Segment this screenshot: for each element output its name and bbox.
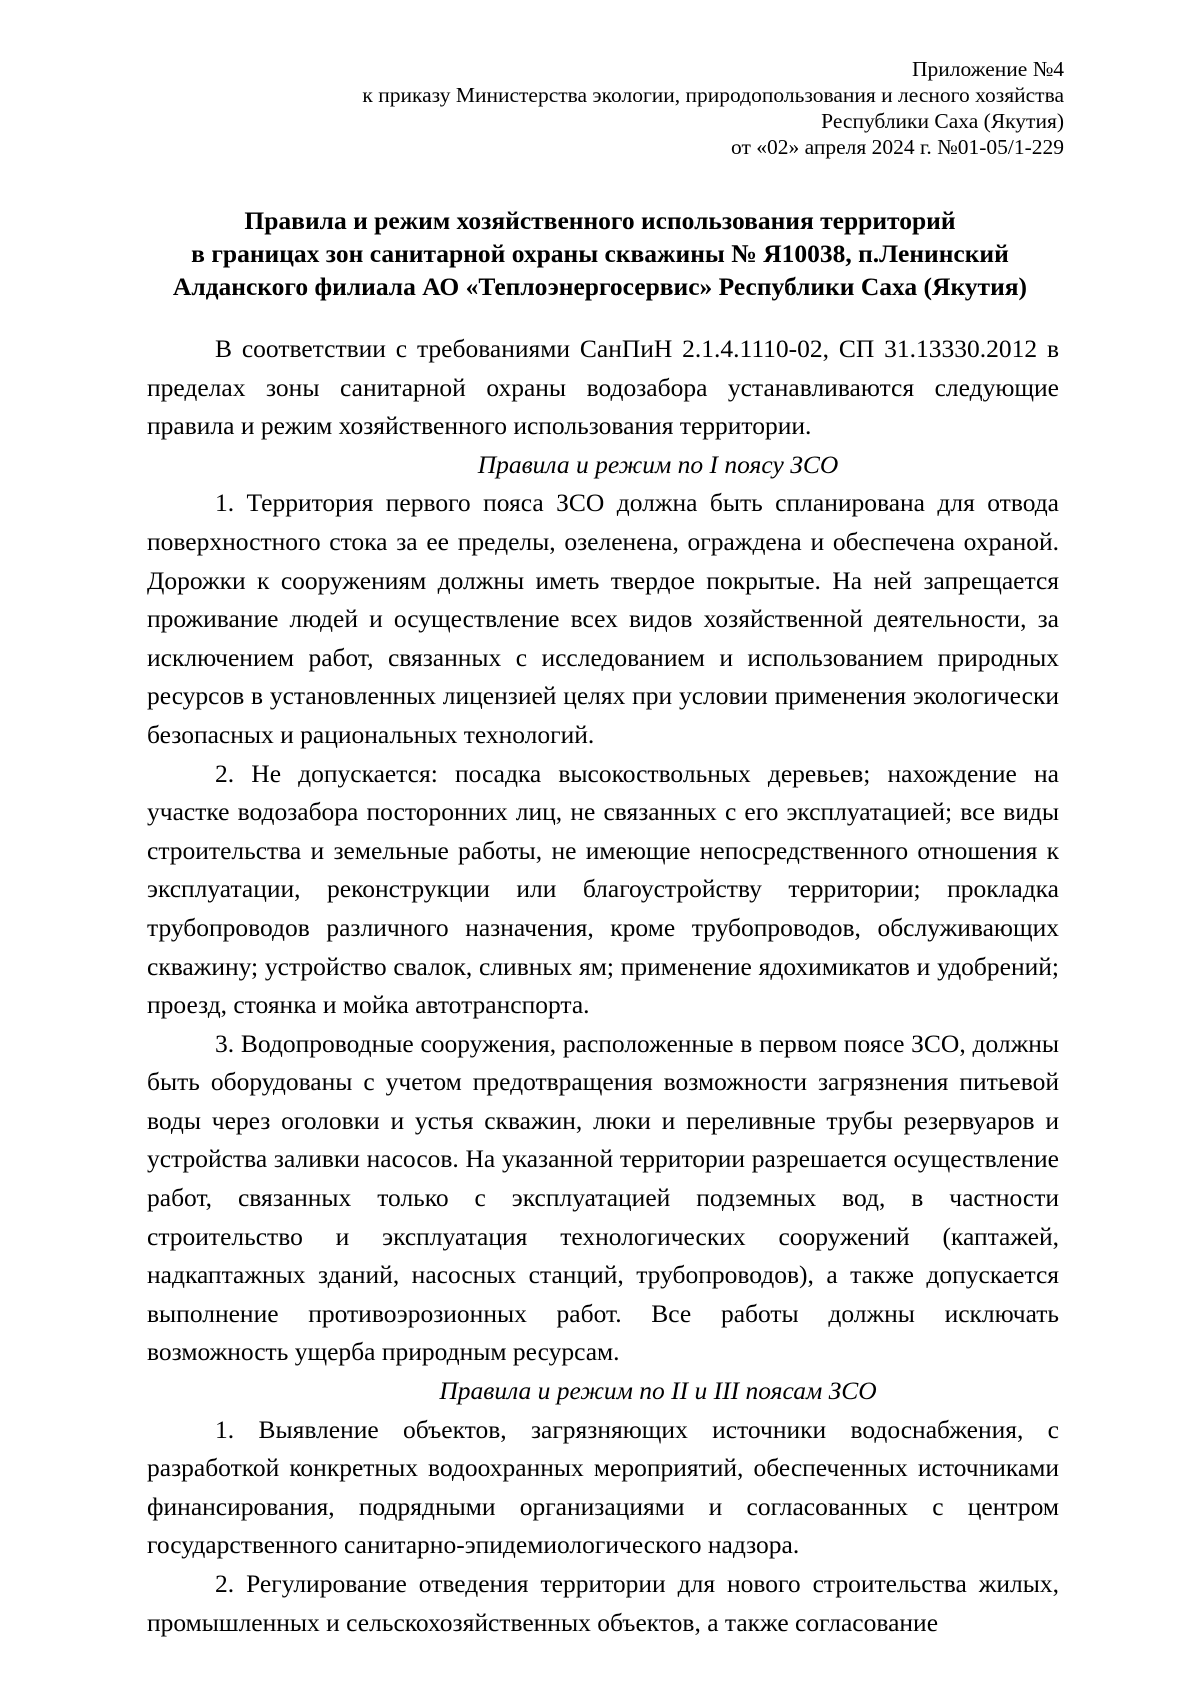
section-heading-zone-2-3: Правила и режим по II и III поясам ЗСО [439,1376,877,1406]
zone-1-item: 3. Водопроводные сооружения, расположенные в первом поясе ЗСО, должны быть оборудованы с учетом предотвращения возможности загрязнения питьевой воды через оголовки и устья скважин, люки и переливные трубы резервуаров и устройства заливки насосов. На указанной территории разрешается осуществление работ, связанных только с эксплуатацией подземных вод, в частности строительство и эксплуатация технологических сооружений (каптажей, надкаптажных зданий, насосных станций, трубопроводов), а также допускается выполнение противоэрозионных работ. Все работы должны исключать возможность ущерба природным ресурсам. [147,1028,1059,1367]
zone-2-3-item: 1. Выявление объектов, загрязняющих источники водоснабжения, с разработкой конкретных водоохранных мероприятий, обеспеченных источниками финансирования, подрядными организациями и согласованных с центром государственного санитарно-эпидемиологического надзора. [147,1414,1059,1560]
title-line-3: Алданского филиала АО «Теплоэнергосервис» Республики Саха (Якутия) [172,272,1028,301]
appendix-region: Республики Саха (Якутия) [821,109,1064,133]
zone-1-item: 2. Не допускается: посадка высокоствольных деревьев; нахождение на участке водозабора посторонних лиц, не связанных с его эксплуатацией; все виды строительства и земельные работы, не имеющие непосредственного отношения к эксплуатации, реконструкции или благоустройству территории; прокладка трубопроводов различного назначения, кроме трубопроводов, обслуживающих скважину; устройство свалок, сливных ям; применение ядохимикатов и удобрений; проезд, стоянка и мойка автотранспорта. [147,758,1059,1020]
zone-2-3-item: 2. Регулирование отведения территории для нового строительства жилых, промышленных и сельскохозяйственных объектов, а также согласование [147,1569,1059,1637]
appendix-date: от «02» апреля 2024 г. №01-05/1-229 [731,135,1064,159]
document-body [147,330,1059,1642]
document-title [150,204,1050,303]
appendix-order-ref: к приказу Министерства экологии, природопользования и лесного хозяйства [362,83,1064,107]
title-line-2: в границах зон санитарной охраны скважины № Я10038, п.Ленинский [191,239,1009,268]
title-line-1: Правила и режим хозяйственного использования территорий [244,206,956,235]
appendix-number: Приложение №4 [911,57,1064,81]
intro-paragraph: В соответствии с требованиями СанПиН 2.1.4.1110-02, СП 31.13330.2012 в пределах зоны санитарной охраны водозабора устанавливаются следующие правила и режим хозяйственного использования территории. [147,334,1059,441]
section-heading-zone-1: Правила и режим по I поясу ЗСО [477,449,839,479]
zone-1-item: 1. Территория первого пояса ЗСО должна быть спланирована для отвода поверхностного стока за ее пределы, озеленена, ограждена и обеспечена охраной. Дорожки к сооружениям должны иметь твердое покрытые. На ней запрещается проживание людей и осуществление всех видов хозяйственной деятельности, за исключением работ, связанных с исследованием и использованием природных ресурсов в установленных лицензией целях при условии применения экологически безопасных и рациональных технологий. [147,488,1059,749]
appendix-header [164,56,1064,160]
